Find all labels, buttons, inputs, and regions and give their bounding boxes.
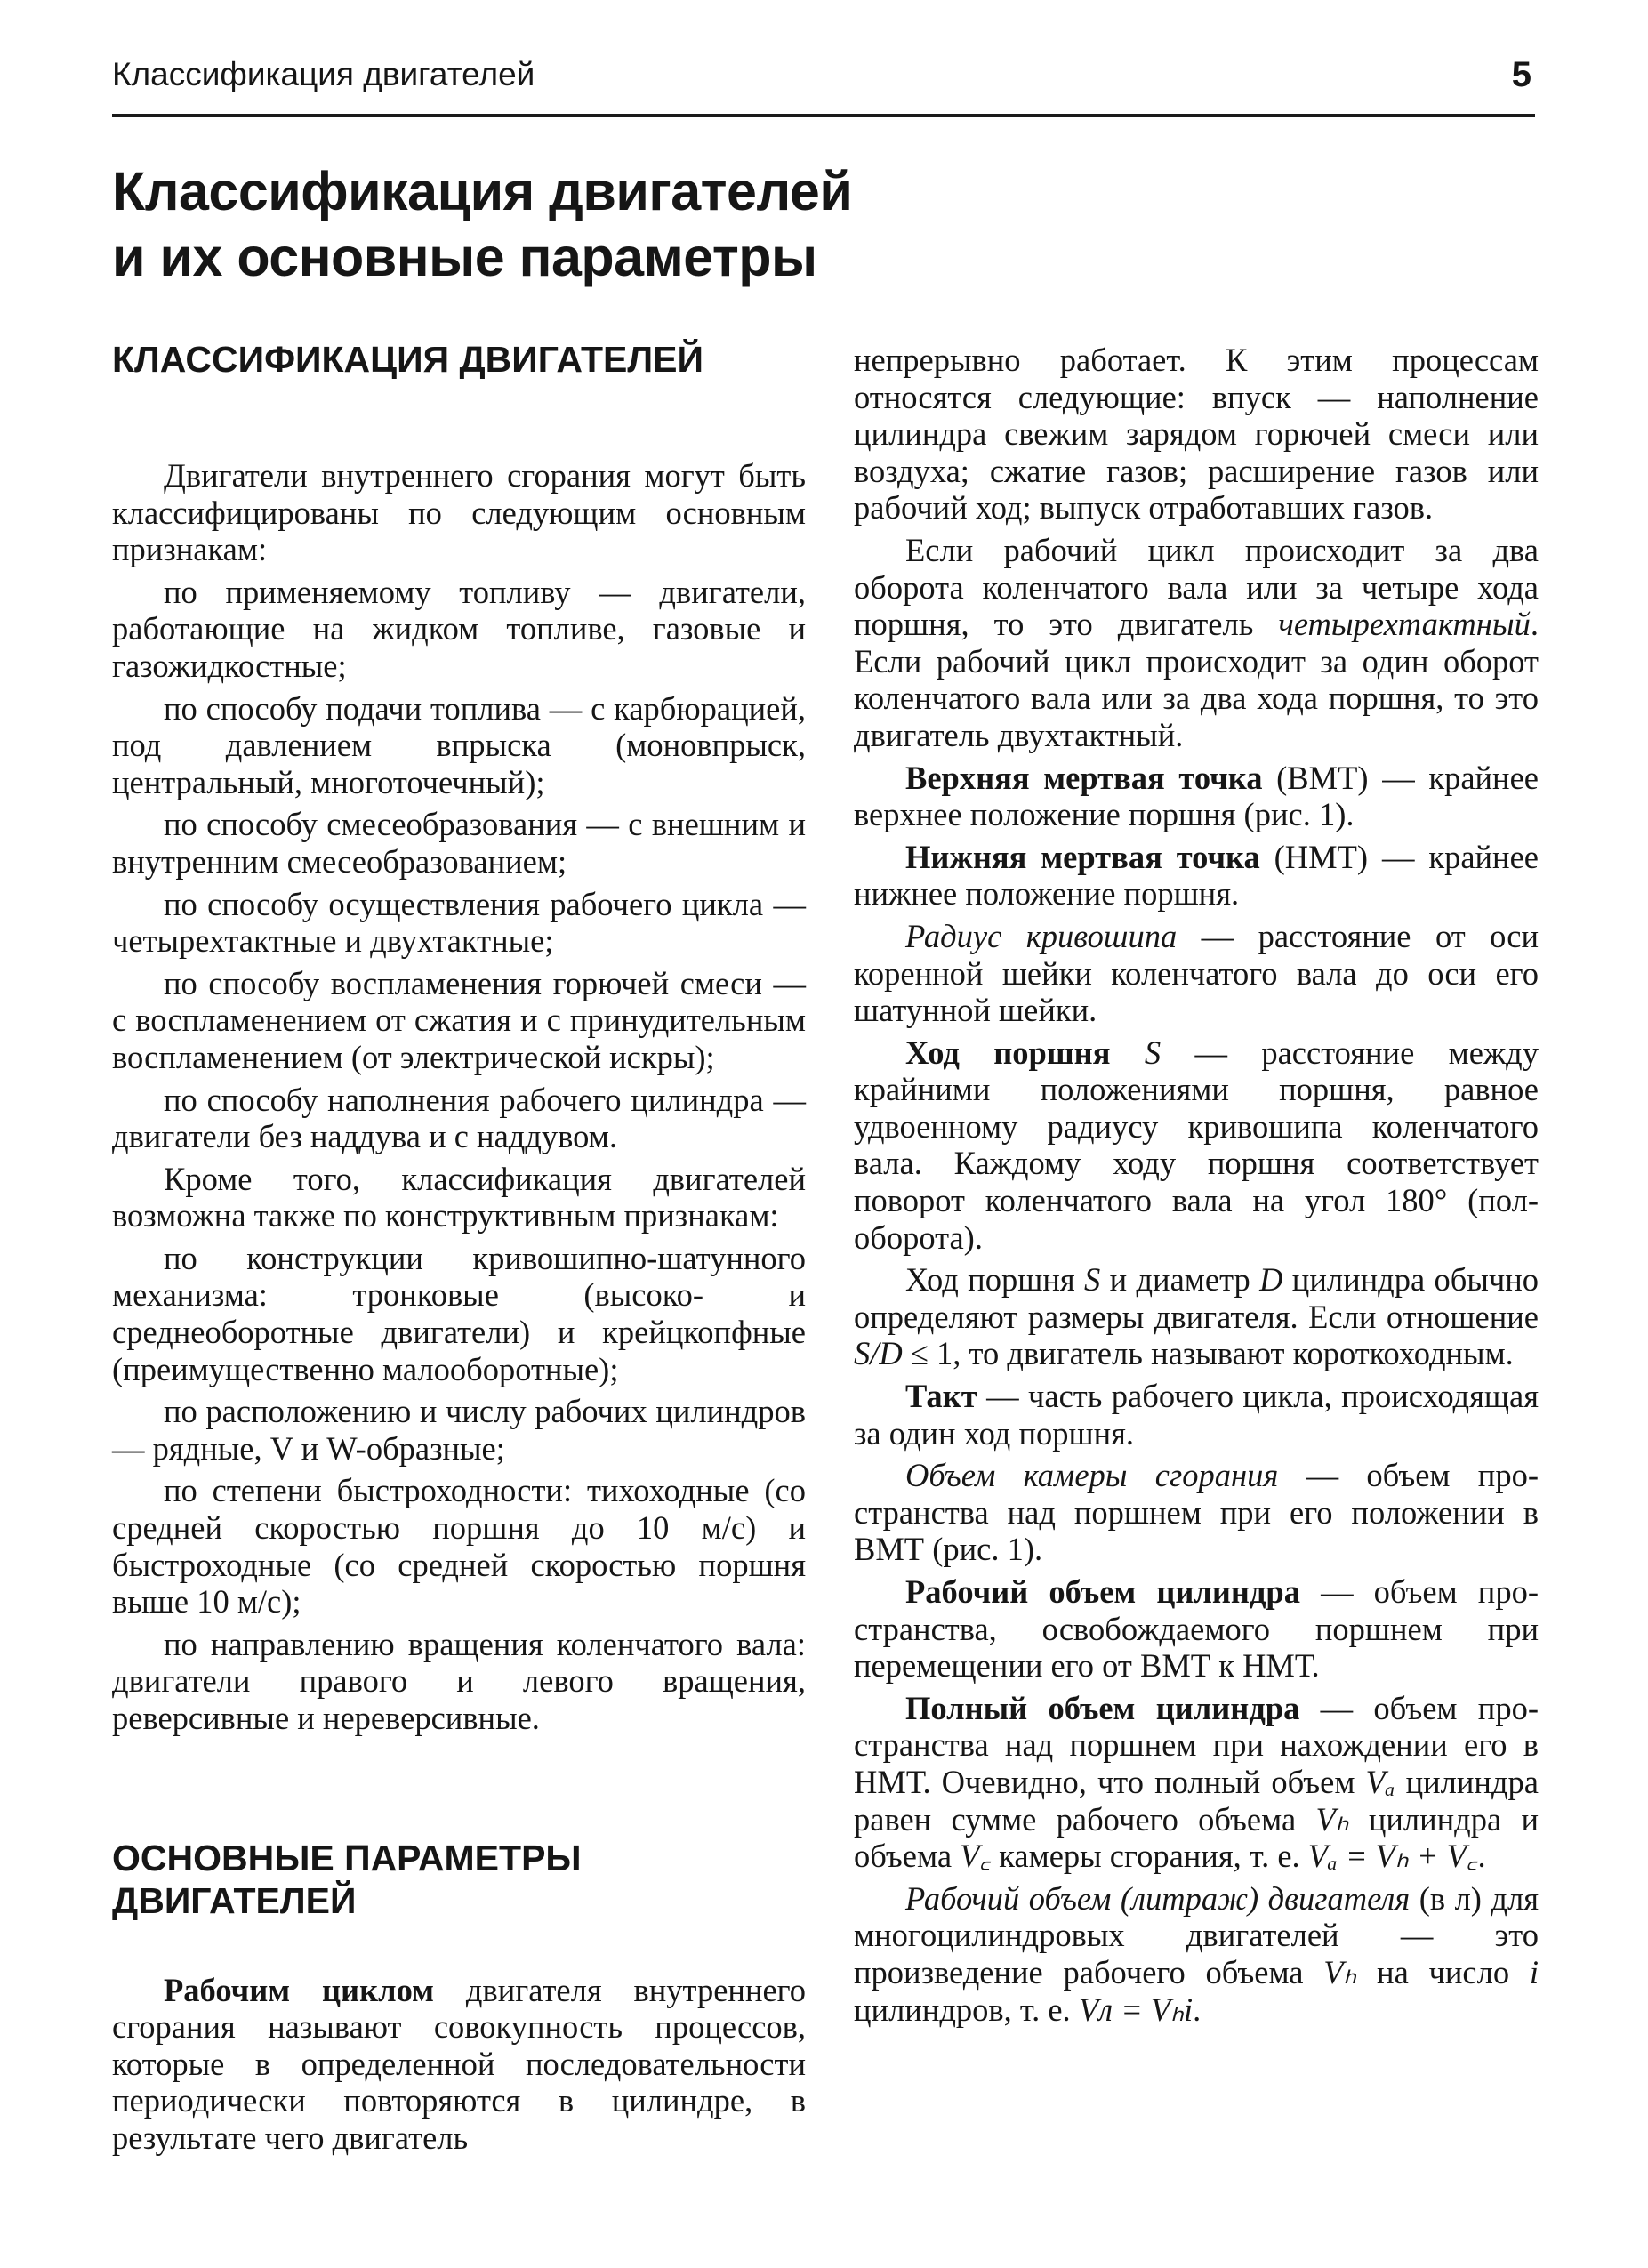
- classification-item: по способу наполнения рабочего цилиндра — двигатели без наддува и с наддувом.: [112, 1081, 806, 1155]
- classification-item: по направлению вращения коленчатого вала: двигатели правого и левого вращения, реверсивные и нереверсивные.: [112, 1625, 806, 1736]
- classification-item: по способу осуществления рабочего цикла — четырехтактные и двухтактные;: [112, 885, 806, 960]
- full-volume-term: Полный объем цилиндра: [905, 1689, 1300, 1726]
- displacement-text-3: цилиндров, т. е.: [854, 1991, 1079, 2028]
- classification-item: по расположению и числу рабочих цилиндров — рядные, V и W-образные;: [112, 1393, 806, 1467]
- section-heading-parameters-line-1: ОСНОВНЫЕ ПАРАМЕТРЫ: [112, 1837, 582, 1878]
- running-head-title: Классификация двигателей: [112, 56, 535, 92]
- section-heading-classification: КЛАССИФИКАЦИЯ ДВИГАТЕЛЕЙ: [112, 339, 703, 380]
- piston-stroke-term: Ход поршня: [905, 1033, 1111, 1071]
- displacement-end: .: [1193, 1991, 1202, 2028]
- cycle-stroke-paragraph: [854, 1378, 1539, 1452]
- four-stroke-term: четырехтактный: [1278, 606, 1531, 643]
- classification-item: по конструкции кривошипно-шатунного механизма: тронковые (высоко- и среднеоборотные двигатели) и крейцкопфные (преимущественно малооборотные);: [112, 1239, 806, 1387]
- working-volume-text: — объем пространства, освобождаемого поршнем при перемещении его от ВМТ к НМТ.: [854, 1573, 1539, 1685]
- vh-symbol: Vₕ: [1315, 1800, 1349, 1838]
- classification-intro: Двигатели внутреннего сгорания могут быть классифицированы по следующим основным признакам:: [112, 457, 806, 568]
- stroke-symbol: S: [1084, 1261, 1101, 1299]
- tdc-term: Верхняя мертвая точка: [905, 759, 1263, 796]
- working-cycle-paragraph: [112, 1972, 806, 2157]
- va-symbol: Vₐ: [1365, 1763, 1395, 1800]
- displacement-formula: Vл = Vₕi: [1078, 1991, 1194, 2028]
- displacement-paragraph: [854, 1880, 1539, 2028]
- stroke-bore-text-2: и диаметр: [1100, 1261, 1260, 1299]
- cycle-stroke-text: — часть рабочего цикла, происходящая за один ход поршня.: [854, 1378, 1539, 1452]
- cylinder-count-symbol: i: [1529, 1953, 1539, 1991]
- vh-symbol: Vₕ: [1323, 1953, 1357, 1991]
- full-volume-end: .: [1477, 1838, 1486, 1875]
- crank-radius-paragraph: [854, 918, 1539, 1029]
- full-volume-text-4: камеры сгорания, т. е.: [991, 1838, 1308, 1875]
- working-cycle-text: двигателя внутреннего сгорания называют совокупность процессов, которые в определенной последовательности периодически повторяются в цилиндре, в результате чего двигатель: [112, 1971, 806, 2156]
- stroke-bore-text-1: Ход поршня: [905, 1261, 1084, 1299]
- working-cycle-term: Рабочим циклом: [164, 1971, 434, 2008]
- crank-radius-term: Радиус кривошипа: [905, 917, 1178, 954]
- classification-item: по степени быстроходности: тихоходные (со средней скоростью поршня до 10 м/с) и быстроходные (со средней скоростью поршня выше 10 м/с);: [112, 1472, 806, 1621]
- crank-radius-text: — расстояние от оси коренной шейки коленчатого вала до оси его шатунной шейки.: [854, 917, 1539, 1029]
- classification-item: по применяемому топливу — двигатели, работающие на жидком топливе, газовые и газожидкостные;: [112, 573, 806, 684]
- full-volume-paragraph: [854, 1690, 1539, 1875]
- stroke-types-paragraph: [854, 532, 1539, 754]
- stroke-bore-text-4: ≤ 1, то двигатель называют короткоходным.: [902, 1335, 1514, 1372]
- full-volume-text-2: цилиндра равен сумме рабочего объема: [854, 1763, 1539, 1838]
- working-volume-term: Рабочий объем цилиндра: [905, 1573, 1300, 1610]
- chapter-title: [112, 158, 1268, 290]
- displacement-text-2: на число: [1356, 1953, 1530, 1991]
- piston-stroke-text: — расстояние между крайними положениями поршня, равное удвоенному радиусу кривошипа коленчатого вала. Каждому ходу поршня соответствует поворот коленчатого вала на угол 180° (пол-оборота).: [854, 1033, 1539, 1256]
- bore-symbol: D: [1259, 1261, 1283, 1299]
- working-volume-paragraph: [854, 1573, 1539, 1685]
- chapter-title-line-1: Классификация двигателей: [112, 161, 853, 221]
- stroke-bore-text-3: цилиндра обычно определяют размеры двигателя. Если отношение: [854, 1261, 1539, 1335]
- stroke-bore-paragraph: [854, 1261, 1539, 1372]
- section-heading-parameters: [112, 1837, 806, 1922]
- classification-item: по способу воспламенения горючей смеси — с воспламенением от сжатия и с принудительным воспламенением (от электрической искры);: [112, 964, 806, 1075]
- classification-intro-2: Кроме того, классификация двигателей возможна также по конструктивным признакам:: [112, 1160, 806, 1235]
- page-number: 5: [1511, 55, 1531, 94]
- displacement-text: (в л) для многоцилиндровых двигателей — это произведение рабочего объема: [854, 1879, 1539, 1991]
- stroke-bore-ratio: S/D: [854, 1335, 903, 1372]
- combustion-volume-term: Объем камеры сгорания: [905, 1457, 1279, 1494]
- stroke-types-text: Если рабочий цикл происходит за два оборота коленчатого вала или за четыре хода поршня, то это двигатель: [854, 531, 1539, 643]
- stroke-types-text-2: . Если рабочий цикл происходит за один оборот коленчатого вала или за два хода поршня, то это двигатель двухтактный.: [854, 606, 1539, 753]
- classification-item: по способу подачи топлива — с карбюрацией, под давлением впрыска (моновпрыск, центральный, многоточечный);: [112, 689, 806, 800]
- right-column: [854, 342, 1539, 2033]
- full-volume-text-3: цилиндра и объема: [854, 1800, 1539, 1875]
- combustion-volume-paragraph: [854, 1457, 1539, 1568]
- chapter-title-line-2: и их основные параметры: [112, 227, 817, 287]
- full-volume-formula: Vₐ = Vₕ + V꜀: [1307, 1838, 1478, 1875]
- working-cycle-continuation: непрерывно работает. К этим процессам относятся следующие: впуск — наполнение цилиндра свежим зарядом горючей смеси или воздуха; сжатие газов; расширение газов или рабочий ход; выпуск отработавших газов.: [854, 342, 1539, 527]
- section-heading-parameters-line-2: ДВИГАТЕЛЕЙ: [112, 1879, 357, 1921]
- tdc-paragraph: [854, 760, 1539, 833]
- vc-symbol: V꜀: [960, 1838, 992, 1875]
- piston-stroke-paragraph: [854, 1034, 1539, 1257]
- combustion-volume-text: — объем пространства над поршнем при его положении в ВМТ (рис. 1).: [854, 1457, 1539, 1568]
- stroke-symbol: S: [1144, 1033, 1162, 1071]
- cycle-stroke-term: Такт: [905, 1378, 977, 1415]
- classification-item: по способу смесеобразования — с внешним и внутренним смесеобразованием;: [112, 806, 806, 880]
- bdc-paragraph: [854, 839, 1539, 913]
- tdc-text: (ВМТ) — крайнее верхнее положение поршня (рис. 1).: [854, 759, 1539, 833]
- displacement-term: Рабочий объем (литраж) двигателя: [905, 1879, 1411, 1917]
- full-volume-text: — объем пространства над поршнем при нахождении его в НМТ. Очевидно, что полный объем: [854, 1689, 1539, 1800]
- bdc-term: Нижняя мертвая точка: [905, 838, 1260, 875]
- bdc-text: (НМТ) — крайнее нижнее положение поршня.: [854, 838, 1539, 913]
- left-column: [112, 338, 806, 2162]
- header-rule: [112, 114, 1535, 117]
